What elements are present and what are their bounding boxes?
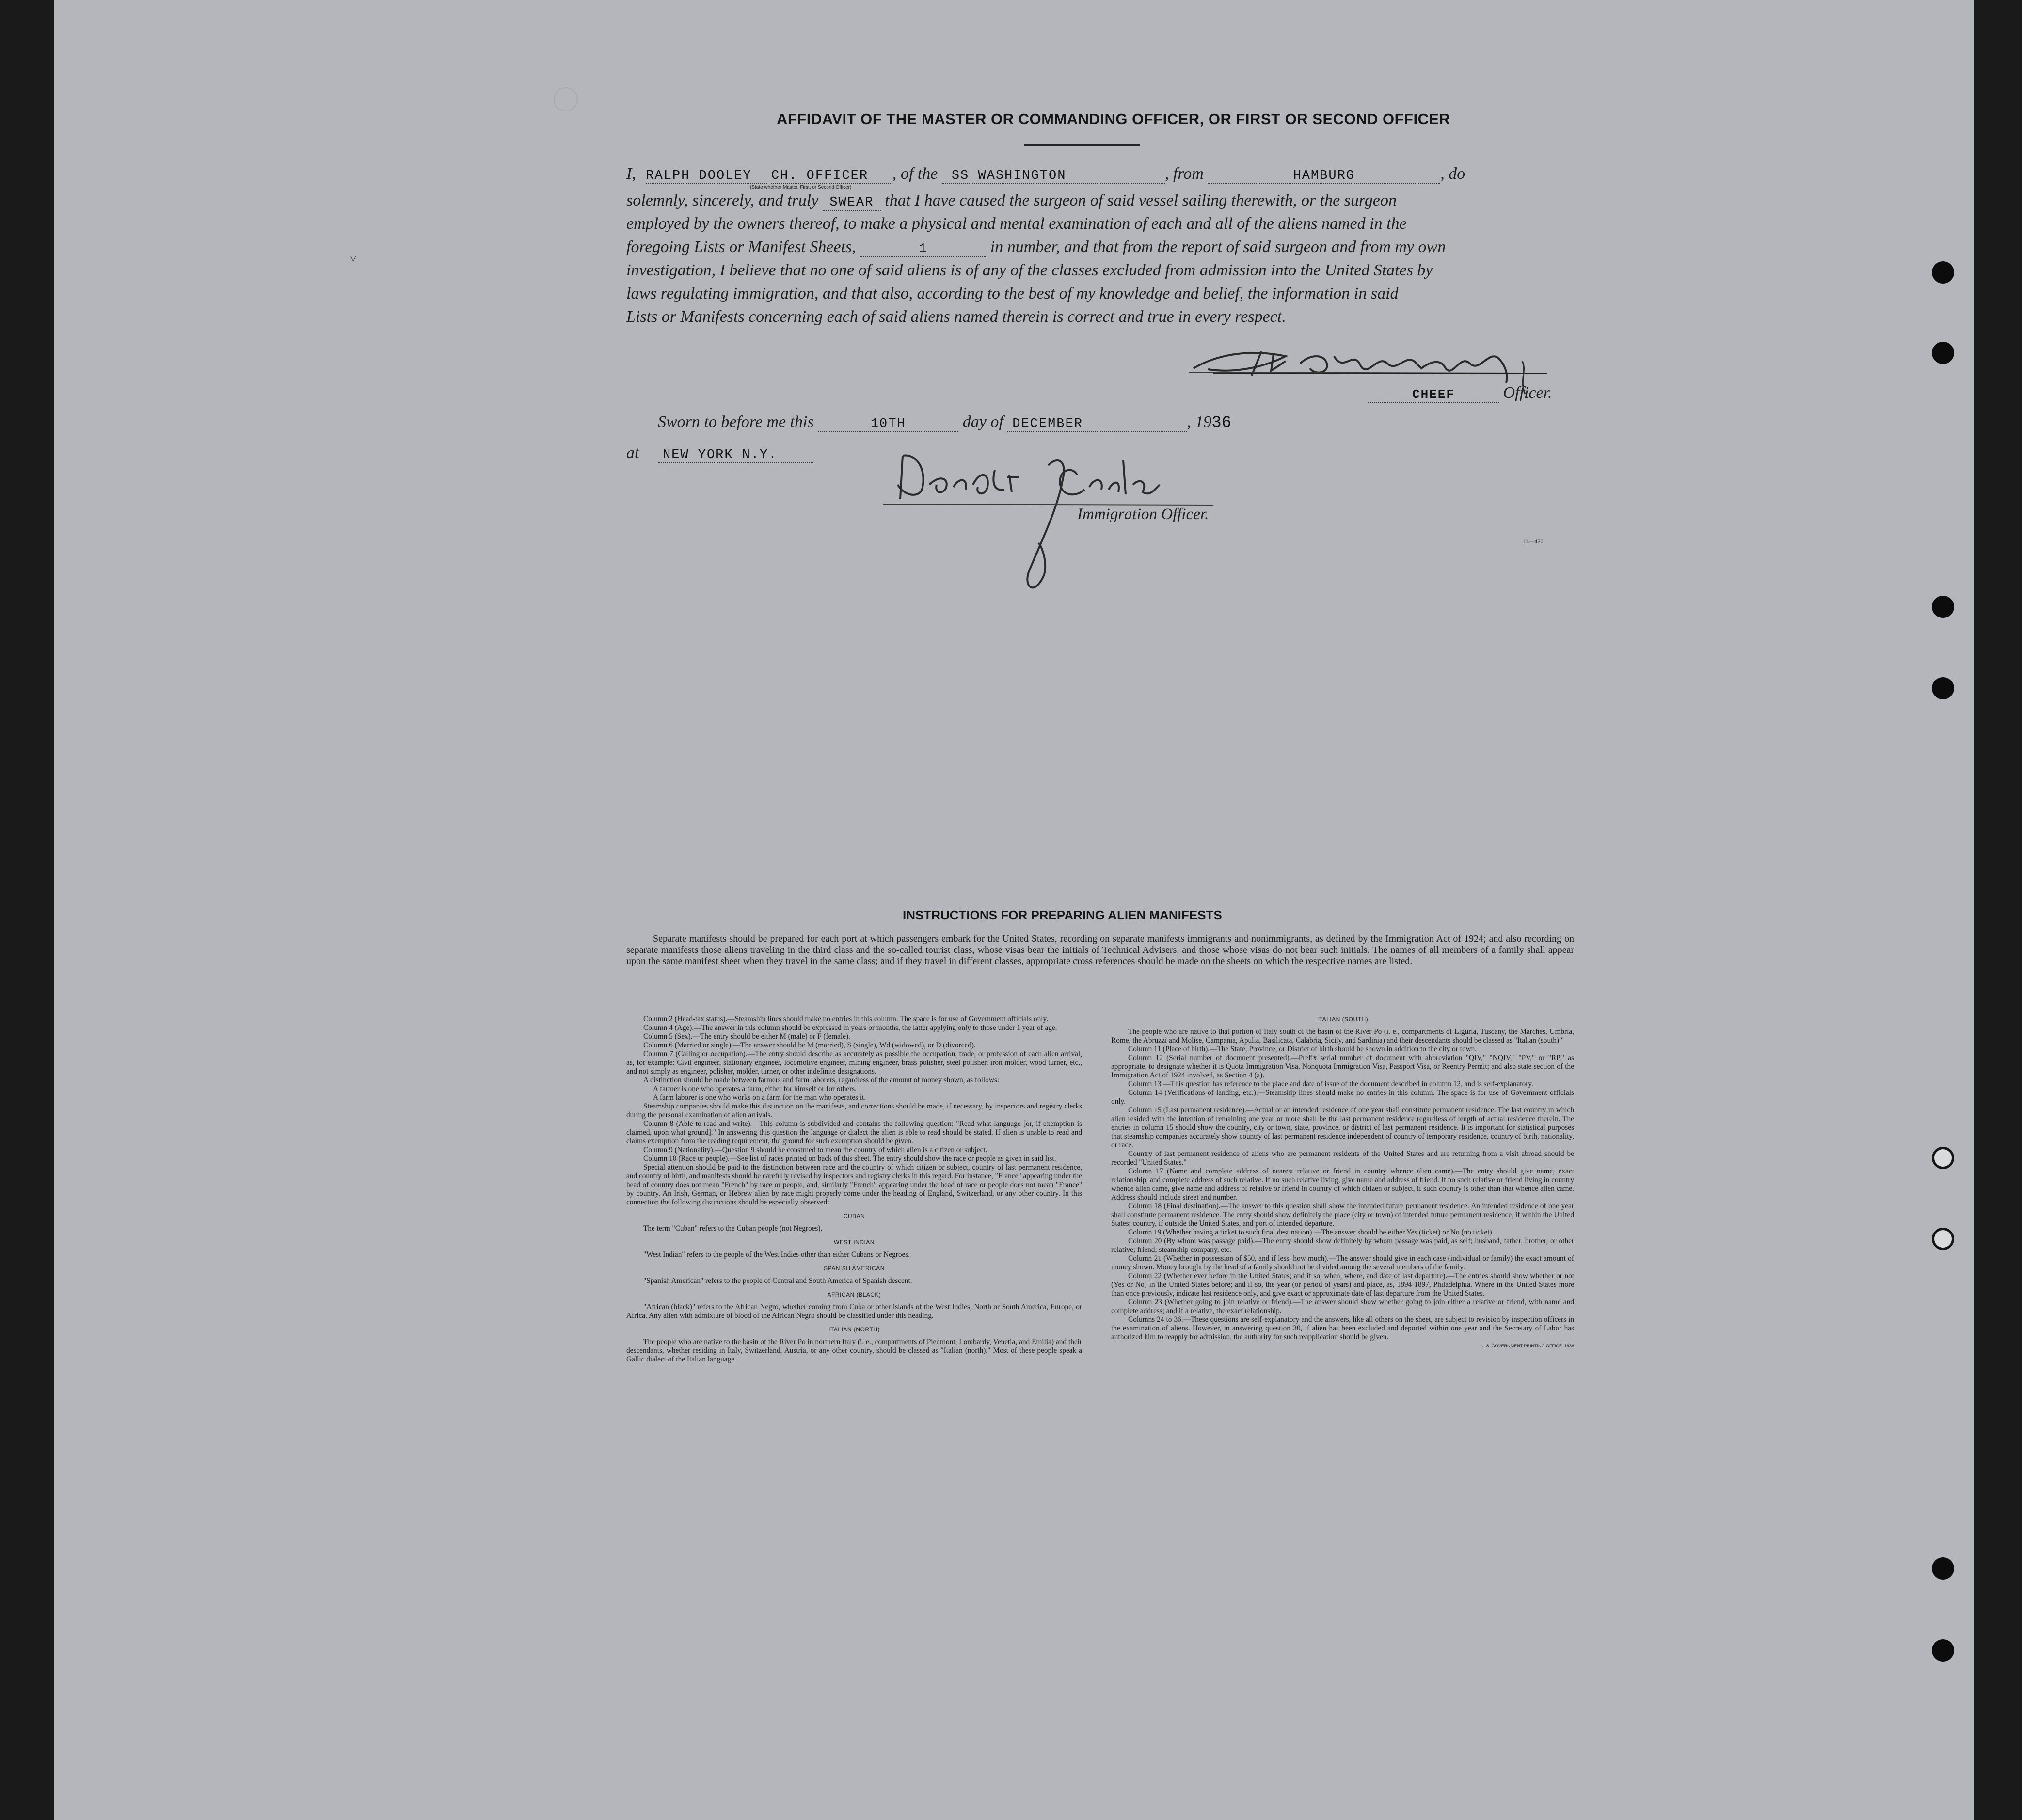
right-paragraph: Column 13.—This question has reference to the place and date of issue of the document described in column 12, and is self-explanatory. bbox=[1128, 1080, 1533, 1088]
sworn-text: Sworn to before me this bbox=[658, 413, 814, 431]
left-paragraph: Column 2 (Head-tax status).—Steamship lines should make no entries in this column. The space is for use of Government officials only. bbox=[643, 1015, 1048, 1023]
affidavit-line-4 bbox=[626, 238, 1446, 257]
punch-hole bbox=[1932, 342, 1954, 364]
year-prefix-text: , 19 bbox=[1187, 413, 1212, 431]
affidavit-line-6: laws regulating immigration, and that also, according to the best of my knowledge and belief, the information in said bbox=[626, 285, 1399, 302]
of-the-text: , of the bbox=[892, 165, 938, 183]
sworn-year-field: 36 bbox=[1211, 414, 1232, 432]
affidavit-line-7: Lists or Manifests concerning each of said aliens named therein is correct and true in every respect. bbox=[626, 308, 1286, 326]
spanish-american-heading: SPANISH AMERICAN bbox=[824, 1265, 885, 1272]
punch-hole bbox=[1932, 1557, 1954, 1580]
sheet-count-field: 1 bbox=[860, 242, 986, 257]
pronoun-text: I, bbox=[626, 165, 636, 183]
right-paragraph: The people who are native to that portion of Italy south of the basin of the River Po (i. e., compartments of Liguria, Tuscany, the Marches, Umbria, Rome, the Abruzzi and Molise, Campania, Apulia, Basilicata, Calabria, Sicily, and Sardinia) and their descendants should be classed as "Italian (south)." bbox=[1111, 1028, 1574, 1045]
affidavit-title: AFFIDAVIT OF THE MASTER OR COMMANDING OFFICER, OR FIRST OR SECOND OFFICER bbox=[777, 111, 1450, 127]
affidavit-line-1 bbox=[626, 165, 1465, 184]
african-heading: AFRICAN (BLACK) bbox=[827, 1291, 881, 1298]
immigration-officer-label: Immigration Officer. bbox=[1077, 506, 1209, 523]
left-paragraph: Column 4 (Age).—The answer in this column should be expressed in years or months, the latter applying only to those under 1 year of age. bbox=[643, 1024, 1057, 1032]
surgeon-text: that I have caused the surgeon of said vessel sailing therewith, or the surgeon bbox=[885, 191, 1397, 209]
left-paragraph: A farmer is one who operates a farm, either for himself or for others. bbox=[653, 1085, 857, 1093]
italian-north-heading: ITALIAN (NORTH) bbox=[828, 1326, 880, 1333]
left-paragraph: Column 5 (Sex).—The entry should be either M (male) or F (female). bbox=[643, 1032, 850, 1041]
officer-name-field: RALPH DOOLEY bbox=[646, 169, 767, 184]
right-paragraph: Column 23 (Whether going to join relative or friend).—The answer should show whether going to join either a relative or friend, with name and complete address; and if a relative, the exact relationship. bbox=[1111, 1298, 1574, 1315]
west-indian-heading: WEST INDIAN bbox=[834, 1239, 875, 1246]
signature-title-field: CHEEF bbox=[1368, 387, 1499, 403]
solemnly-text: solemnly, sincerely, and truly bbox=[626, 191, 819, 209]
italian-north-text: The people who are native to the basin of the River Po in northern Italy (i. e., compartments of Piedmont, Lombardy, Venetia, and Emilia) and their descendants, whether residing in Italy, Switzerland, Austria, or any other country, should be classed as "Italian (north)." Most of these people speak a Gallic dialect of the Italian language. bbox=[626, 1338, 1082, 1363]
left-paragraph: Column 8 (Able to read and write).—This column is subdivided and contains the following question: "Read what language [or, if exemption is claimed, upon what ground]." In answering this question the language or dialect the alien is able to read should be stated. If alien is unable to read and claims exemption from the reading requirement, the ground for such exemption should be given. bbox=[626, 1120, 1082, 1145]
right-paragraph: Column 20 (By whom was passage paid).—The entry should show definitely by whom passage was paid, as self; husband, father, brother, or other relative; friend; steamship company, etc. bbox=[1111, 1237, 1574, 1254]
left-paragraph: A distinction should be made between farmers and farm laborers, regardless of the amount of money shown, as follows: bbox=[643, 1076, 1000, 1084]
title-underline bbox=[1024, 144, 1140, 146]
instructions-title: INSTRUCTIONS FOR PREPARING ALIEN MANIFESTS bbox=[903, 908, 1222, 922]
instructions-left-column bbox=[626, 1015, 1082, 1364]
cuban-heading: CUBAN bbox=[843, 1213, 865, 1219]
left-paragraph: A farm laborer is one who works on a farm for the man who operates it. bbox=[653, 1093, 866, 1102]
right-paragraph: Column 19 (Whether having a ticket to such final destination).—The answer should be either Yes (ticket) or No (no ticket). bbox=[1128, 1228, 1494, 1236]
african-text: "African (black)" refers to the African Negro, whether coming from Cuba or other islands of the West Indies, North or South America, Europe, or Africa. Any alien with admixture of blood of the African Negro should be classified under this heading. bbox=[626, 1303, 1082, 1320]
spanish-american-text: "Spanish American" refers to the people of Central and South America of Spanish descent. bbox=[643, 1277, 912, 1285]
signature-underline bbox=[1213, 373, 1547, 374]
day-of-text: day of bbox=[962, 413, 1003, 431]
right-paragraph: Column 12 (Serial number of document presented).—Prefix serial number of document with abbreviation "QIV," "NQIV," "PV," or "RP," as appropriate, to designate whether it is Quota Immigration Visa, Nonquota Immigration Visa, Passport Visa, or Reentry Permit; and also state section of the Immigration Act of 1924 involved, as Section 4 (a). bbox=[1111, 1054, 1574, 1079]
right-paragraph: Column 17 (Name and complete address of nearest relative or friend in country whence alien came).—The entry should give name, exact relationship, and complete address of such relative. If no such relative living, give name and address of friend. If no such relative or friend living in country whence alien came, give name and address of relative or friend in country of which citizen or subject, if such country is other than that whence alien came. Address should include street and number. bbox=[1111, 1167, 1574, 1202]
left-paragraph: Column 10 (Race or people).—See list of races printed on back of this sheet. The entry should show the race or people as given in said list. bbox=[643, 1155, 1056, 1163]
paper-blemish bbox=[554, 87, 578, 111]
affidavit-line-5: investigation, I believe that no one of said aliens is of any of the classes excluded from admission into the United States by bbox=[626, 261, 1433, 279]
signature-flourish bbox=[1518, 361, 1533, 395]
right-paragraph: Column 14 (Verifications of landing, etc.).—Steamship lines should make no entries in this column. The space is for use of Government officials only. bbox=[1111, 1089, 1574, 1106]
officer-signature bbox=[1189, 334, 1538, 388]
officer-rank-field: CH. OFFICER bbox=[771, 169, 892, 184]
punch-hole bbox=[1932, 677, 1954, 699]
oath-field: SWEAR bbox=[823, 195, 881, 211]
rank-instruction-note: (State whether Master, First, or Second Officer) bbox=[750, 185, 852, 190]
right-paragraph: Column 15 (Last permanent residence).—Actual or an intended residence of one year shall constitute permanent residence. The last country in which alien resided with the intention of remaining one year or more shall be the last permanent residence regardless of length of actual residence therein. The entries in column 15 should show the country, city or town, state, province, or district of last permanent residence. It is important for statistical purposes that steamship companies accurately show country of last permanent residence independent of country of temporary residence, country of birth, nationality, or race. bbox=[1111, 1106, 1574, 1149]
west-indian-text: "West Indian" refers to the people of the West Indies other than either Cubans or Negroes. bbox=[643, 1250, 910, 1259]
sworn-line bbox=[658, 413, 1231, 432]
right-paragraph: Columns 24 to 36.—These questions are self-explanatory and the answers, like all others on the sheet, are subject to revision by inspection officers in the examination of aliens. However, in answering question 30, if alien has been excluded and deported within one year and the Secretary of Labor has authorized him to reapply for admission, the authority for such reapplication should be given. bbox=[1111, 1315, 1574, 1341]
affidavit-line-2 bbox=[626, 191, 1397, 211]
right-paragraph: Column 22 (Whether ever before in the United States; and if so, when, where, and date of last departure).—The entries should show whether or not (Yes or No) in the United States before; and if so, the year (or period of years) and place, as, 1894-1897, Philadelphia. Where in the United States more than once previously, indicate last residence only, and give exact or approximate date of last departure from the United States. bbox=[1111, 1272, 1574, 1298]
instructions-intro: Separate manifests should be prepared for each port at which passengers embark for the United States, recording on separate manifests immigrants and nonimmigrants, as defined by the Immigration Act of 1924; and also recording on separate manifests those aliens traveling in the third class and the so-called tourist class, whose visas bear the initials of Technical Advisers, and those whose visas do not bear such initials. The names of all members of a family shall appear upon the same manifest sheet when they travel in the same class; and if they travel in different classes, appropriate cross references should be made on the sheets on which the respective names are listed. bbox=[626, 934, 1574, 966]
sworn-month-field: DECEMBER bbox=[1007, 417, 1187, 432]
left-paragraph: Column 9 (Nationality).—Question 9 should be construed to mean the country of which alien is a citizen or subject. bbox=[643, 1146, 987, 1154]
left-paragraph: Special attention should be paid to the distinction between race and the country of which citizen or subject, country of last permanent residence, and country of birth, and manifests should be carefully revised by inspectors and registry clerks in this regard. For instance, "France" appearing under the head of country does not mean "French" by race or people, and, similarly "French" appearing under the head of race or people does not mean "France" by country. An Irish, German, or Hebrew alien by race might properly come under the heading of England, Switzerland, or any other country. In this connection the following distinctions should be especially observed: bbox=[626, 1163, 1082, 1206]
left-paragraph: Steamship companies should make this distinction on the manifests, and corrections should be made, if necessary, by inspectors and registry clerks during the personal examination of alien arrivals. bbox=[626, 1102, 1082, 1119]
instructions-right-column bbox=[1111, 1015, 1574, 1350]
sworn-day-field: 10TH bbox=[818, 417, 958, 432]
right-paragraph: Country of last permanent residence of aliens who are permanent residents of the United States and are returning from a visit abroad should be recorded "United States." bbox=[1111, 1150, 1574, 1167]
printing-office-imprint: U. S. GOVERNMENT PRINTING OFFICE: 1936 bbox=[1481, 1344, 1574, 1348]
right-paragraph: Column 21 (Whether in possession of $50, and if less, how much).—The answer should give in each case (individual or family) the exact amount of money shown. Money brought by the head of a family should not be divided among the several members of the family. bbox=[1111, 1254, 1574, 1271]
punch-hole bbox=[1932, 1639, 1954, 1662]
departure-port-field: HAMBURG bbox=[1208, 169, 1440, 184]
manifest-page bbox=[54, 0, 1974, 1820]
at-text: at bbox=[626, 444, 639, 462]
immigration-officer-signature bbox=[844, 451, 1213, 606]
officer-label: Officer. bbox=[1503, 384, 1552, 402]
from-text: , from bbox=[1164, 165, 1204, 183]
affidavit-line-3: employed by the owners thereof, to make a physical and mental examination of each and all of the aliens named in the bbox=[626, 215, 1407, 233]
left-paragraph: Column 7 (Calling or occupation).—The entry should describe as accurately as possible the occupation, trade, or profession of each alien arrival, as, for example: Civil engineer, stationary engineer, locomotive engineer, mining engineer, brass polisher, steel polisher, iron molder, wood turner, etc., and not simply as engineer, polisher, molder, turner, or other indefinite designations. bbox=[626, 1050, 1082, 1076]
punch-hole bbox=[1932, 261, 1954, 284]
right-paragraph: Column 11 (Place of birth).—The State, Province, or District of birth should be shown in addition to the city or town. bbox=[1128, 1045, 1477, 1053]
surgeon-report-text: in number, and that from the report of said surgeon and from my own bbox=[990, 238, 1446, 256]
stray-mark: ˅ bbox=[350, 253, 357, 266]
sworn-at-line bbox=[626, 444, 813, 463]
punch-hole bbox=[1932, 1228, 1954, 1250]
cuban-text: The term "Cuban" refers to the Cuban people (not Negroes). bbox=[643, 1224, 823, 1233]
vessel-name-field: SS WASHINGTON bbox=[942, 169, 1165, 184]
punch-hole bbox=[1932, 596, 1954, 618]
right-paragraph: Column 18 (Final destination).—The answer to this question shall show the intended future permanent residence. An intended residence of one year shall constitute permanent residence. The entry should show definitely the place (city or town) of intended future permanent residence, if within the United States; country, if outside the United States, and port of intended departure. bbox=[1111, 1202, 1574, 1228]
punch-hole bbox=[1932, 1147, 1954, 1169]
form-code: 14—420 bbox=[1523, 539, 1544, 545]
left-paragraph: Column 6 (Married or single).—The answer should be M (married), S (single), Wd (widowed), or D (divorced). bbox=[643, 1041, 976, 1049]
manifest-sheets-text: foregoing Lists or Manifest Sheets, bbox=[626, 238, 856, 256]
do-text: , do bbox=[1440, 165, 1465, 183]
sworn-place-field: NEW YORK N.Y. bbox=[658, 448, 813, 463]
italian-south-heading: ITALIAN (SOUTH) bbox=[1317, 1016, 1369, 1023]
